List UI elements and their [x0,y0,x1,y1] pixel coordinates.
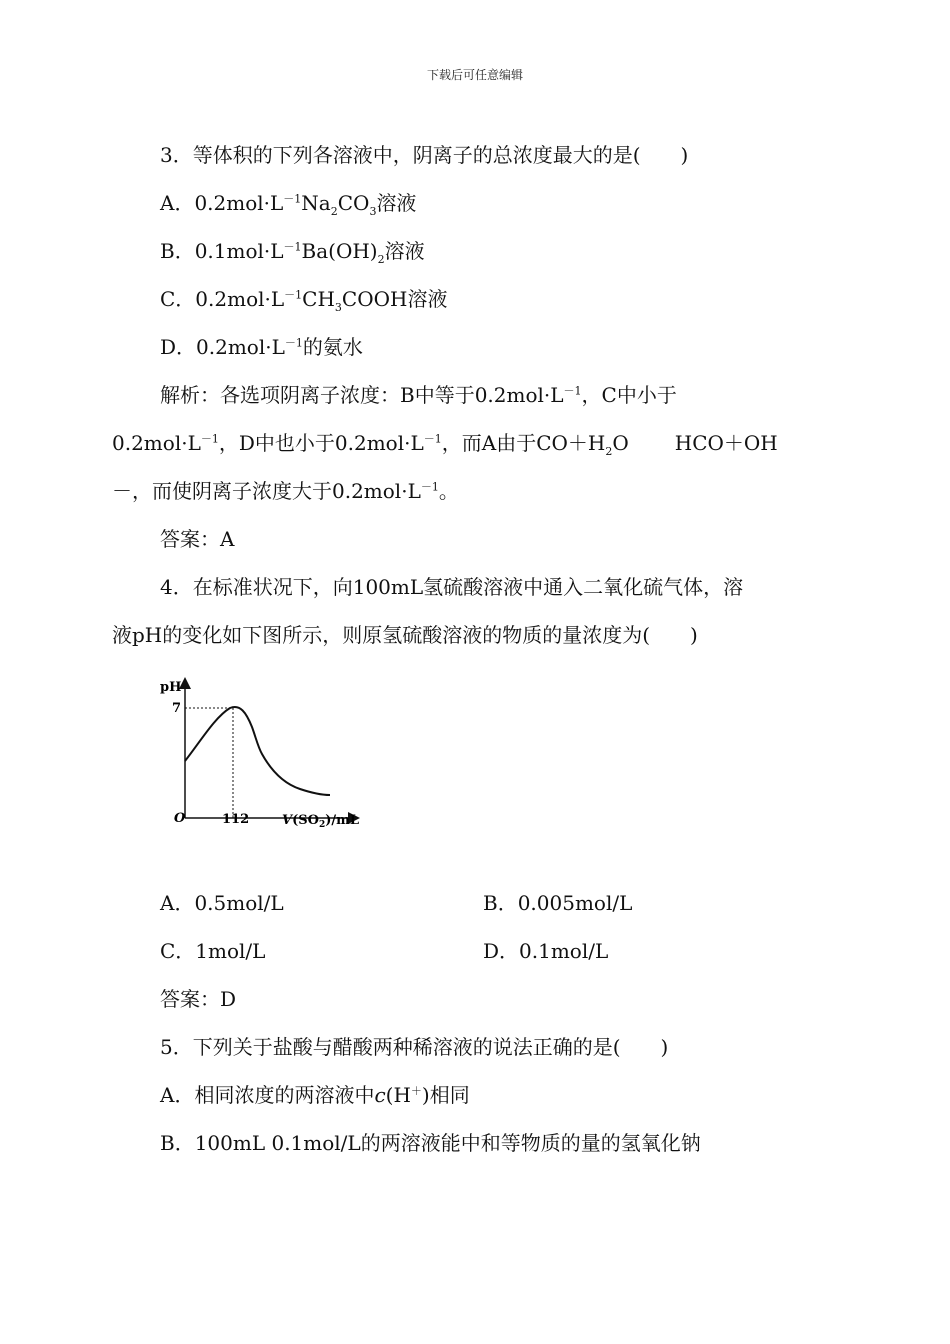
q3-option-c: C．$0.2mol\cdot L^{-1}CH_3COOH$溶液 [160,287,448,314]
q3-analysis-line-3: －，而使阴离子浓度大于$0.2mol\cdot L^{-1}$。 [112,479,459,503]
q4-option-a: A．0.5mol/L [160,891,284,915]
x-axis-label: $V(SO_2)/mL$ [282,813,360,830]
q5-option-b: B．100mL 0.1mol/L的两溶液能中和等物质的量的氢氧化钠 [160,1131,701,1155]
q4-stem-line-2: 液pH的变化如下图所示，则原氢硫酸溶液的物质的量浓度为( ) [112,623,698,647]
q3-option-d: D．$0.2mol\cdot L^{-1}$的氨水 [160,335,363,359]
page-header-note: 下载后可任意编辑 [426,68,523,82]
q4-answer: 答案：D [160,987,237,1011]
q4-option-d: D．0.1mol/L [483,939,609,963]
q3-option-b: B．$0.1mol\cdot L^{-1}Ba(OH)_2$溶液 [160,239,425,266]
x-tick-112: 112 [222,812,250,827]
q4-option-b: B．0.005mol/L [483,891,633,915]
ph-curve-graph [160,672,390,832]
y-tick-7: 7 [172,701,182,716]
origin-label: O [174,811,186,826]
q3-analysis-line-2: $0.2mol\cdot L^{-1}$，D中也小于$0.2mol\cdot L^{-1}$，而A由于$CO+H_2O$ HCO＋OH [112,431,778,458]
q4-stem-line-1: 4．在标准状况下，向100mL氢硫酸溶液中通入二氧化硫气体，溶 [160,575,744,599]
y-axis-label: pH [160,680,182,695]
q3-answer: 答案：A [160,527,235,551]
q3-stem: 3．等体积的下列各溶液中，阴离子的总浓度最大的是( ) [160,143,689,167]
q3-option-a: A．$0.2mol\cdot L^{-1}Na_2CO_3$溶液 [160,191,417,218]
q4-option-c: C．1mol/L [160,939,266,963]
q5-stem: 5．下列关于盐酸与醋酸两种稀溶液的说法正确的是( ) [160,1035,669,1059]
q3-analysis-line-1: 解析：各选项阴离子浓度：B中等于$0.2mol\cdot L^{-1}$，C中小于 [160,383,677,407]
q5-option-a: A．相同浓度的两溶液中c(H＋)相同 [160,1083,470,1107]
ph-curve [185,707,330,795]
